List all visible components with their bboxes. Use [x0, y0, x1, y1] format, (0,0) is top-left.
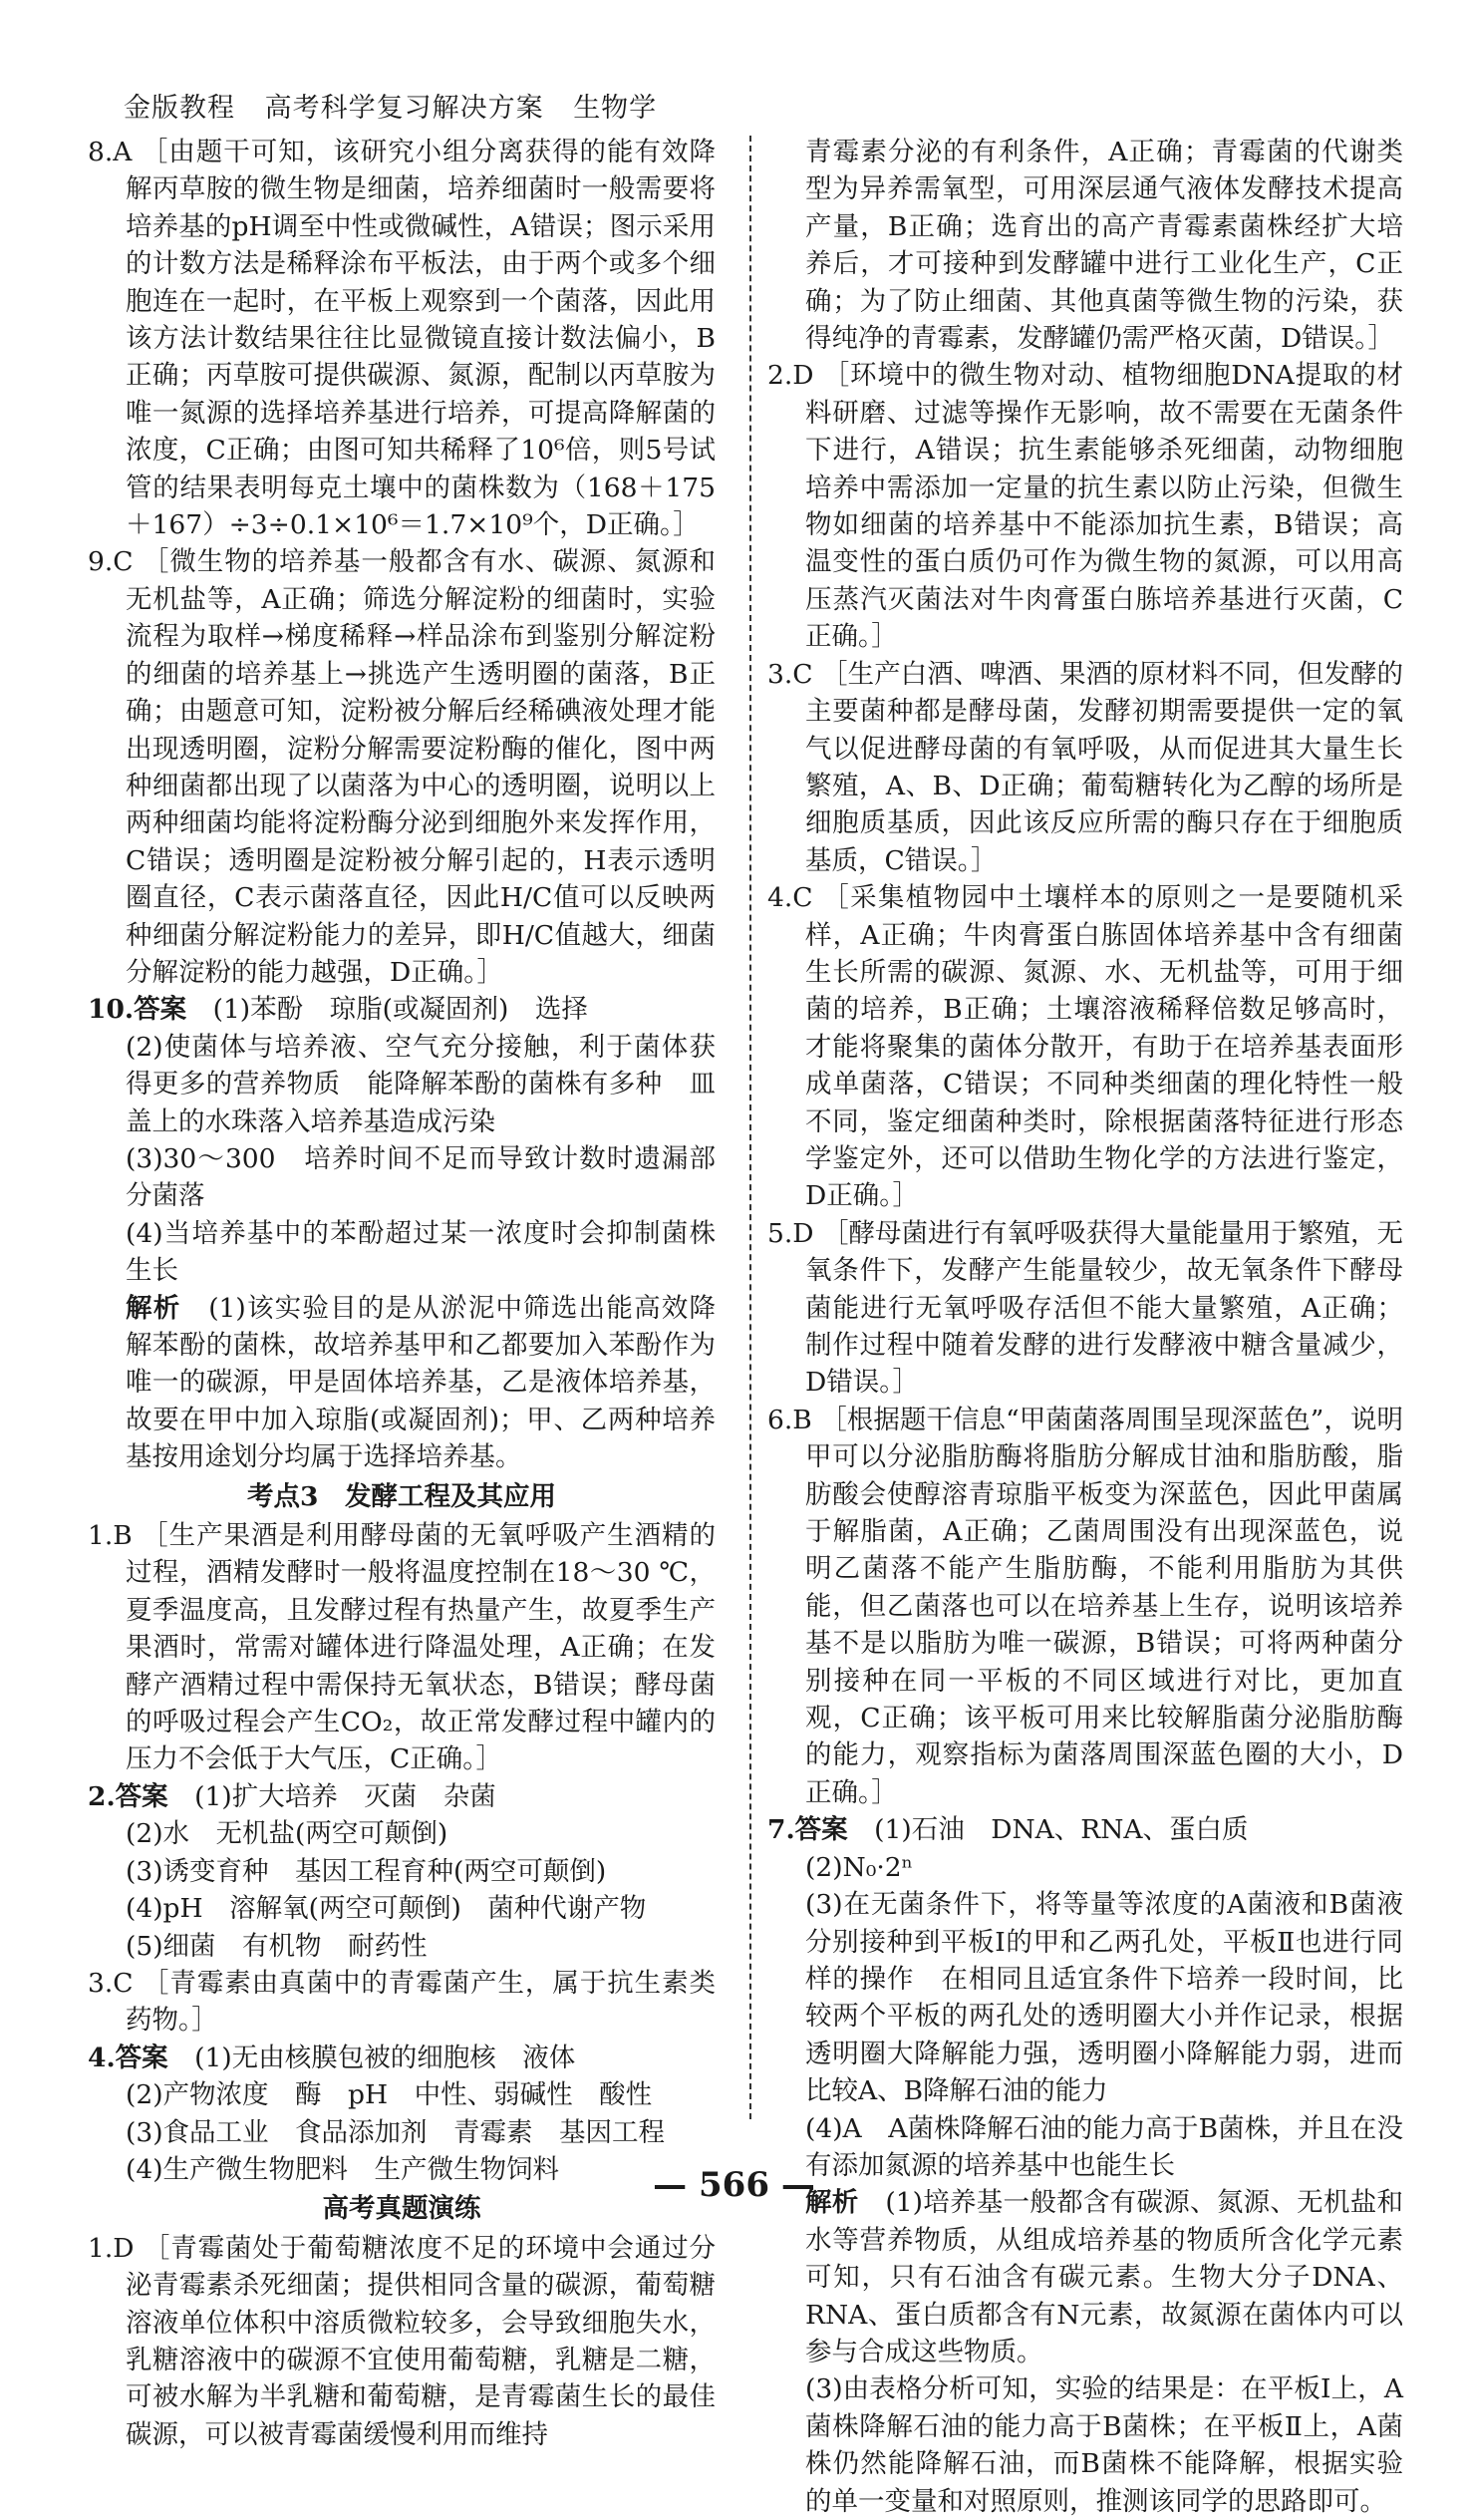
g7-line-3: (3)在无菌条件下，将等量等浓度的A菌液和B菌液分别接种到平板Ⅰ的甲和乙两孔处，平板Ⅱ也进行同样的操作 在相同且适宜条件下培养一段时间，比较两个平板的两孔处的透明圈大小并作记录，根据透明圈大降解能力强，透明圈小降解能力弱，进而比较A、B降解石油的能力 — [805, 1889, 1403, 2107]
g7-line-4: (4)A A菌株降解石油的能力高于B菌株，并且在没有添加氮源的培养基中也能生长 — [805, 2112, 1403, 2181]
s2-line-4: (4)pH 溶解氧(两空可颠倒) 菌种代谢产物 — [126, 1893, 647, 1925]
q10-answer-label: 答案 — [134, 994, 187, 1026]
q10-analysis — [88, 1290, 716, 1476]
answer-item-9: 9.C ［微生物的培养基一般都含有水、碳源、氮源和无机盐等，A正确；筛选分解淀粉的细菌时，实验流程为取样→梯度稀释→样品涂布到鉴别分解淀粉的细菌的培养基上→挑选产生透明圈的菌落，B正确；由题意可知，淀粉被分解后经稀碘液处理才能出现透明圈，淀粉分解需要淀粉酶的催化，图中两种细菌都出现了以菌落为中心的透明圈，说明以上两种细菌均能将淀粉酶分泌到细胞外来发挥作用，C错误；透明圈是淀粉被分解引起的，H表示透明圈直径，C表示菌落直径，因此H/C值可以反映两种细菌分解淀粉能力的差异，即H/C值越大，细菌分解淀粉的能力越强，D正确。］ — [88, 546, 716, 988]
gaokao-item-6: 6.B ［根据题干信息“甲菌菌落周围呈现深蓝色”，说明甲可以分泌脂肪酶将脂肪分解成甘油和脂肪酸，脂肪酸会使醇溶青琼脂平板变为深蓝色，因此甲菌属于解脂菌，A正确；乙菌周围没有出现深蓝色，说明乙菌落不能产生脂肪酶，不能利用脂肪为其供能，但乙菌落也可以在培养基上生存，说明该培养基不是以脂肪为唯一碳源，B错误；可将两种菌分别接种在同一平板的不同区域进行对比，更加直观，C正确；该平板可用来比较解脂菌分泌脂肪酶的能力，观察指标为菌落周围深蓝色圈的大小，D正确。］ — [767, 1404, 1403, 1808]
gaokao-item-5: 5.D ［酵母菌进行有氧呼吸获得大量能量用于繁殖，无氧条件下，发酵产生能量较少，故无氧条件下酵母菌能进行无氧呼吸存活但不能大量繁殖，A正确；制作过程中随着发酵的进行发酵液中糖含量减少，D错误。］ — [767, 1217, 1403, 1399]
s4-line-4: (4)生产微生物肥料 生产微生物饲料 — [126, 2153, 560, 2185]
q10-line-4: (4)当培养基中的苯酚超过某一浓度时会抑制菌株生长 — [126, 1217, 716, 1287]
answer-item-10-head — [88, 991, 716, 1028]
gaokao-item-1: 1.D ［青霉菌处于葡萄糖浓度不足的环境中会通过分泌青霉素杀死细菌；提供相同含量的碳源，葡萄糖溶液单位体积中溶质微粒较多，会导致细胞失水，乳糖溶液中的碳源不宜使用葡萄糖，乳糖是二糖，可被水解为半乳糖和葡萄糖，是青霉菌生长的最佳碳源，可以被青霉菌缓慢利用而维持 — [88, 2232, 716, 2450]
g7-number: 7. — [767, 1814, 795, 1846]
s2-line-1: (1)扩大培养 灭菌 杂菌 — [194, 1780, 496, 1812]
gaokao-item-1-continued: 青霉素分泌的有利条件，A正确；青霉菌的代谢类型为异养需氧型，可用深层通气液体发酵技术提高产量，B正确；选育出的高产青霉素菌株经扩大培养后，才可接种到发酵罐中进行工业化生产，C正确；为了防止细菌、其他真菌等微生物的污染，获得纯净的青霉素，发酵罐仍需严格灭菌，D错误。］ — [805, 137, 1403, 355]
column-divider — [749, 136, 751, 2119]
gaokao-item-3: 3.C ［生产白酒、啤酒、果酒的原材料不同，但发酵的主要菌种都是酵母菌，发酵初期需要提供一定的氧气以促进酵母菌的有氧呼吸，从而促进其大量生长繁殖，A、B、D正确；葡萄糖转化为乙醇的场所是细胞质基质，因此该反应所需的酶只存在于细胞质基质，C错误。］ — [767, 658, 1403, 876]
g7-answer-label: 答案 — [794, 1814, 848, 1846]
q10-analysis-text: (1)该实验目的是从淤泥中筛选出能高效降解苯酚的菌株，故培养基甲和乙都要加入苯酚作为唯一的碳源，甲是固体培养基，乙是液体培养基，故要在甲中加入琼脂(或凝固剂)；甲、乙两种培养基按用途划分均属于选择培养基。 — [126, 1292, 717, 1473]
g7-analysis — [767, 2184, 1403, 2370]
section3-item-2-head — [88, 1778, 716, 1815]
g7-line-2: (2)N₀·2ⁿ — [805, 1851, 914, 1883]
g7-analysis-text-1: (1)培养基一般都含有碳源、氮源、无机盐和水等营养物质，从组成培养基的物质所含化学元素可知，只有石油含有碳元素。生物大分子DNA、RNA、蛋白质都含有N元素，故氮源在菌体内可以参与合成这些物质。 — [805, 2187, 1404, 2367]
s2-line-5: (5)细菌 有机物 耐药性 — [126, 1930, 428, 1962]
header-series: 金版教程 — [124, 93, 235, 124]
gaokao-item-7-head — [767, 1811, 1403, 1848]
header-subject: 生物学 — [573, 93, 658, 124]
s2-line-2: (2)水 无机盐(两空可颠倒) — [126, 1818, 448, 1850]
section-heading-3: 考点3 发酵工程及其应用 — [247, 1480, 556, 1512]
q10-line-1: (1)苯酚 琼脂(或凝固剂) 选择 — [212, 994, 588, 1026]
s2-number: 2. — [88, 1780, 116, 1812]
q10-line-2: (2)使菌体与培养液、空气充分接触，利于菌体获得更多的营养物质 能降解苯酚的菌株有多种 皿盖上的水珠落入培养基造成污染 — [126, 1031, 716, 1137]
header-subtitle: 高考科学复习解决方案 — [264, 93, 544, 124]
page-number: — 566 — — [653, 2165, 815, 2205]
g7-analysis-text-3: (3)由表格分析可知，实验的结果是：在平板Ⅰ上，A菌株降解石油的能力高于B菌株；在平板Ⅱ上，A菌株仍然能降解石油，而B菌株不能降解，根据实验的单一变量和对照原则，推测该同学的思路即可。 — [805, 2373, 1403, 2517]
s4-line-1: (1)无由核膜包被的细胞核 液体 — [194, 2042, 576, 2073]
section3-item-1: 1.B ［生产果酒是利用酵母菌的无氧呼吸产生酒精的过程，酒精发酵时一般将温度控制在18～30 ℃，夏季温度高，且发酵过程有热量产生，故夏季生产果酒时，常需对罐体进行降温处理，A正确；在发酵产酒精过程中需保持无氧状态，B错误；酵母菌的呼吸过程会产生CO₂，故正常发酵过程中罐内的压力不会低于大气压，C正确。］ — [88, 1520, 716, 1775]
right-column — [767, 134, 1403, 2520]
section3-item-4-head — [88, 2040, 716, 2076]
left-column — [88, 134, 716, 2453]
q10-analysis-label: 解析 — [126, 1292, 181, 1324]
g7-analysis-label: 解析 — [805, 2187, 859, 2219]
s4-line-2: (2)产物浓度 酶 pH 中性、弱碱性 酸性 — [126, 2079, 653, 2111]
answer-item-8: 8.A ［由题干可知，该研究小组分离获得的能有效降解丙草胺的微生物是细菌，培养细菌时一般需要将培养基的pH调至中性或微碱性，A错误；图示采用的计数方法是稀释涂布平板法，由于两个或多个细胞连在一起时，在平板上观察到一个菌落，因此用该方法计数结果往往比显微镜直接计数法偏小，B正确；丙草胺可提供碳源、氮源，配制以丙草胺为唯一氮源的选择培养基进行培养，可提高降解菌的浓度，C正确；由图可知共稀释了10⁶倍，则5号试管的结果表明每克土壤中的菌株数为（168＋175＋167）÷3÷0.1×10⁶＝1.7×10⁹个，D正确。］ — [88, 137, 716, 541]
g7-line-1: (1)石油 DNA、RNA、蛋白质 — [874, 1814, 1249, 1846]
q10-number: 10. — [88, 994, 135, 1026]
s4-answer-label: 答案 — [115, 2042, 168, 2073]
s4-number: 4. — [88, 2042, 116, 2073]
gaokao-item-2: 2.D ［环境中的微生物对动、植物细胞DNA提取的材料研磨、过滤等操作无影响，故不需要在无菌条件下进行，A错误；抗生素能够杀死细菌，动物细胞培养中需添加一定量的抗生素以防止污染，但微生物如细菌的培养基中不能添加抗生素，B错误；高温变性的蛋白质仍可作为微生物的氮源，可以用高压蒸汽灭菌法对牛肉膏蛋白胨培养基进行灭菌，C正确。］ — [767, 360, 1403, 653]
section-heading-gaokao: 高考真题演练 — [322, 2193, 481, 2225]
s4-line-3: (3)食品工业 食品添加剂 青霉素 基因工程 — [126, 2116, 666, 2148]
section3-item-3: 3.C ［青霉素由真菌中的青霉菌产生，属于抗生素类药物。］ — [88, 1967, 716, 2037]
running-header — [124, 86, 677, 125]
q10-line-3: (3)30～300 培养时间不足而导致计数时遗漏部分菌落 — [126, 1142, 716, 1212]
gaokao-item-4: 4.C ［采集植物园中土壤样本的原则之一是要随机采样，A正确；牛肉膏蛋白胨固体培养基中含有细菌生长所需的碳源、氮源、水、无机盐等，可用于细菌的培养，B正确；土壤溶液稀释倍数足够高时，才能将聚集的菌体分散开，有助于在培养基表面形成单菌落，C错误；不同种类细菌的理化特性一般不同，鉴定细菌种类时，除根据菌落特征进行形态学鉴定外，还可以借助生物化学的方法进行鉴定，D正确。］ — [767, 882, 1403, 1212]
s2-line-3: (3)诱变育种 基因工程育种(两空可颠倒) — [126, 1855, 607, 1887]
s2-answer-label: 答案 — [115, 1780, 168, 1812]
